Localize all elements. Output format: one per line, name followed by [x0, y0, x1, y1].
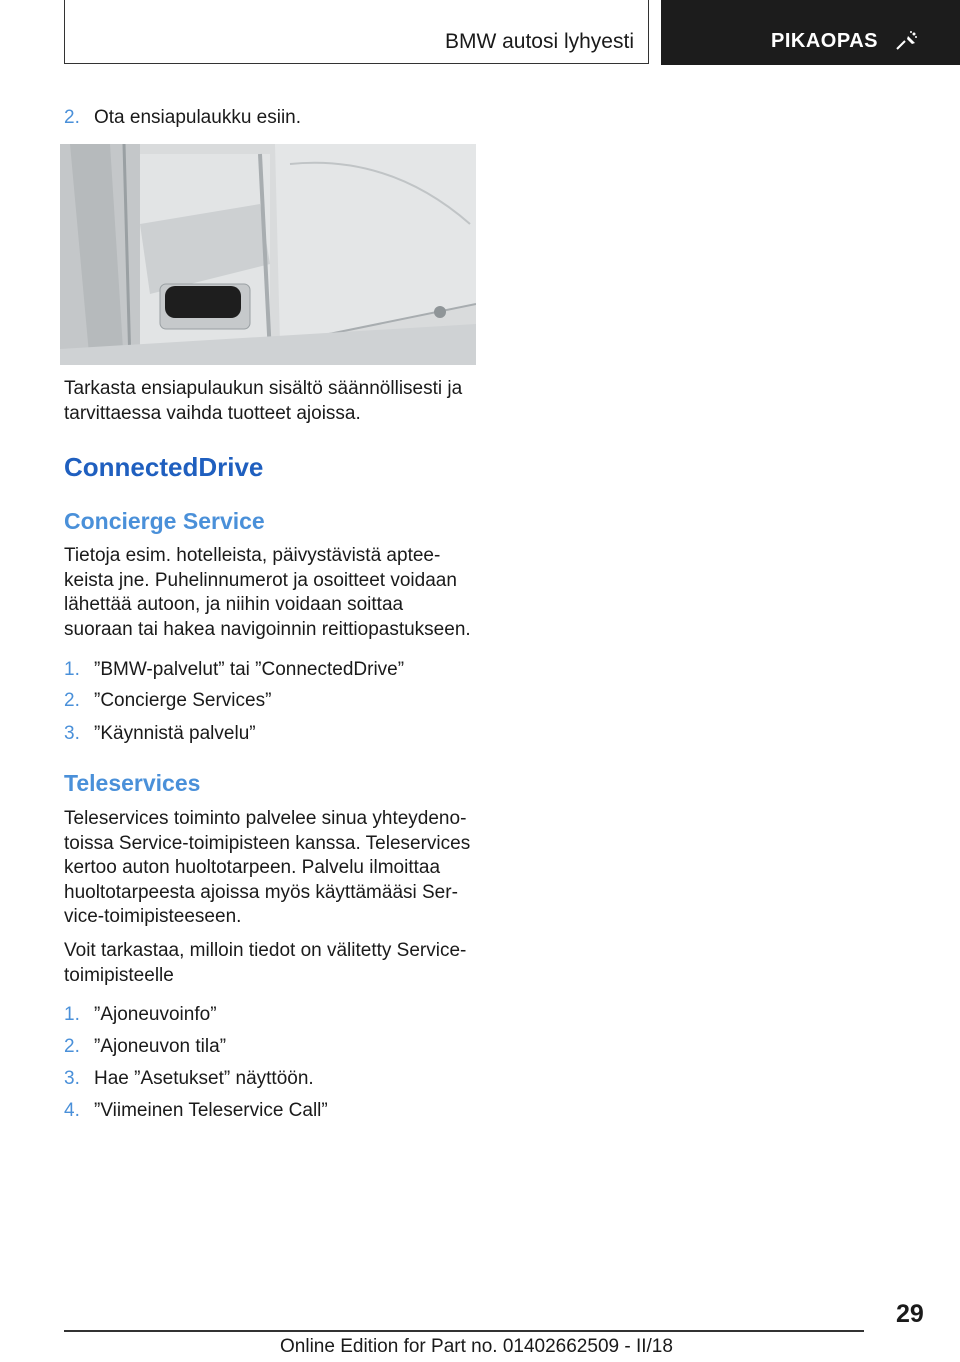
step-text: ”Viimeinen Teleservice Call”: [94, 1100, 328, 1121]
header-section-box: [64, 0, 649, 64]
step-text: ”Ajoneuvoinfo”: [94, 1004, 217, 1025]
footer-edition: Online Edition for Part no. 01402662509 - II/18: [280, 1336, 673, 1357]
pin-icon: [893, 28, 919, 54]
page-number: 29: [896, 1300, 924, 1328]
step-text: ”Ajoneuvon tila”: [94, 1036, 227, 1057]
concierge-heading: Concierge Service: [64, 508, 265, 534]
header-tab-label: PIKAOPAS: [771, 30, 878, 52]
teleservices-body-2: Voit tarkastaa, milloin tiedot on välitetty Service-toimipisteelle: [64, 940, 467, 986]
step-number: 2.: [64, 690, 80, 711]
step-number: 3.: [64, 1068, 80, 1089]
step-text: Ota ensiapulaukku esiin.: [94, 107, 302, 128]
step-number: 4.: [64, 1100, 80, 1121]
concierge-body: Tietoja esim. hotelleista, päivystävistä apteekeista jne. Puhelinnumerot ja osoitteet voidaan lähettää autoon, ja niihin voidaan soittaa suoraan tai hakea navigoinnin reittiopastukseen.: [64, 545, 471, 640]
header-section-title: BMW autosi lyhyesti: [444, 30, 634, 53]
step-number: 3.: [64, 723, 80, 744]
step-text: ”Concierge Services”: [94, 690, 272, 711]
photo-caption: Tarkasta ensiapulaukun sisältö säännöllisesti ja tarvittaessa vaihda tuotteet ajoissa.: [64, 378, 463, 424]
connected-drive-heading: ConnectedDrive: [64, 452, 264, 482]
first-aid-kit-photo: [60, 144, 476, 365]
step-text: ”Käynnistä palvelu”: [94, 723, 256, 744]
step-number: 1.: [64, 659, 80, 680]
step-text: Hae ”Asetukset” näyttöön.: [94, 1068, 314, 1089]
step-number: 2.: [64, 107, 80, 128]
header-tab[interactable]: [661, 0, 960, 65]
step-text: ”BMW-palvelut” tai ”ConnectedDrive”: [94, 659, 405, 680]
step-number: 2.: [64, 1036, 80, 1057]
footer-divider: [64, 1330, 864, 1332]
step-number: 1.: [64, 1004, 80, 1025]
teleservices-heading: Teleservices: [64, 770, 201, 796]
teleservices-body-1: Teleservices toiminto palvelee sinua yhteydenotoissa Service-toimipisteen kanssa. Teleservices kertoo auton huoltotarpeen. Palvelu ilmoittaa huoltotarpeesta ajoissa myös käyttämääsi Service-toimipisteeseen.: [64, 808, 471, 927]
